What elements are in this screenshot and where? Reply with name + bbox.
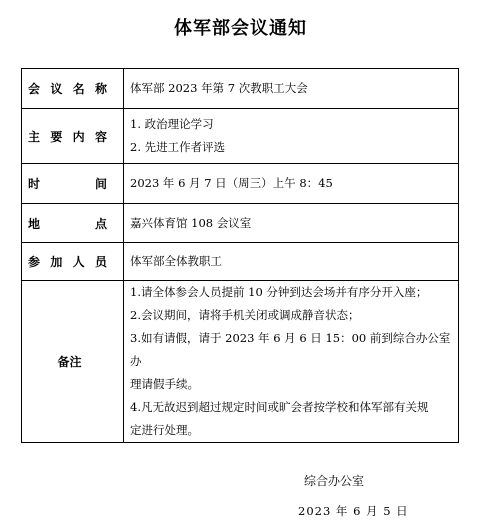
footer-date: 2023 年 6 月 5 日 [298, 504, 409, 518]
content-item-1: 1. 政治理论学习 [130, 117, 214, 131]
meeting-name-label: 会议名称 [22, 69, 124, 109]
attendees-value: 体军部全体教职工 [124, 243, 459, 281]
table-row-remarks [22, 281, 459, 443]
remark-line-5: 4.凡无故迟到超过规定时间或旷会者按学校和体军部有关规 [130, 400, 429, 414]
remarks-label: 备注 [22, 281, 124, 443]
document-title: 体军部会议通知 [174, 18, 307, 39]
time-value: 2023 年 6 月 7 日（周三）上午 8：45 [124, 164, 459, 204]
remark-line-1: 1.请全体参会人员提前 10 分钟到达会场并有序分开入座； [130, 285, 428, 299]
attendees-label: 参加人员 [22, 243, 124, 281]
meeting-name-value: 体军部 2023 年第 7 次教职工大会 [124, 69, 459, 109]
remark-line-6: 定进行处理。 [130, 423, 199, 437]
table-row-content [22, 109, 459, 164]
location-value: 嘉兴体育馆 108 会议室 [124, 204, 459, 243]
footer-organization: 综合办公室 [304, 474, 365, 488]
remark-line-4: 理请假手续。 [130, 377, 199, 391]
time-label: 时 间 [22, 164, 124, 204]
table-row-location [22, 204, 459, 243]
content-value [124, 109, 459, 164]
remark-line-3: 3.如有请假，请于 2023 年 6 月 6 日 15：00 前到综合办公室办 [130, 331, 451, 368]
content-label: 主要内容 [22, 109, 124, 164]
remarks-value [124, 281, 459, 443]
meeting-notice-table [21, 68, 459, 443]
table-row-attendees [22, 243, 459, 281]
table-row-time [22, 164, 459, 204]
table-row-meeting-name [22, 69, 459, 109]
location-label: 地 点 [22, 204, 124, 243]
remark-line-2: 2.会议期间，请将手机关闭或调成静音状态； [130, 308, 360, 322]
content-item-2: 2. 先进工作者评选 [130, 140, 226, 154]
